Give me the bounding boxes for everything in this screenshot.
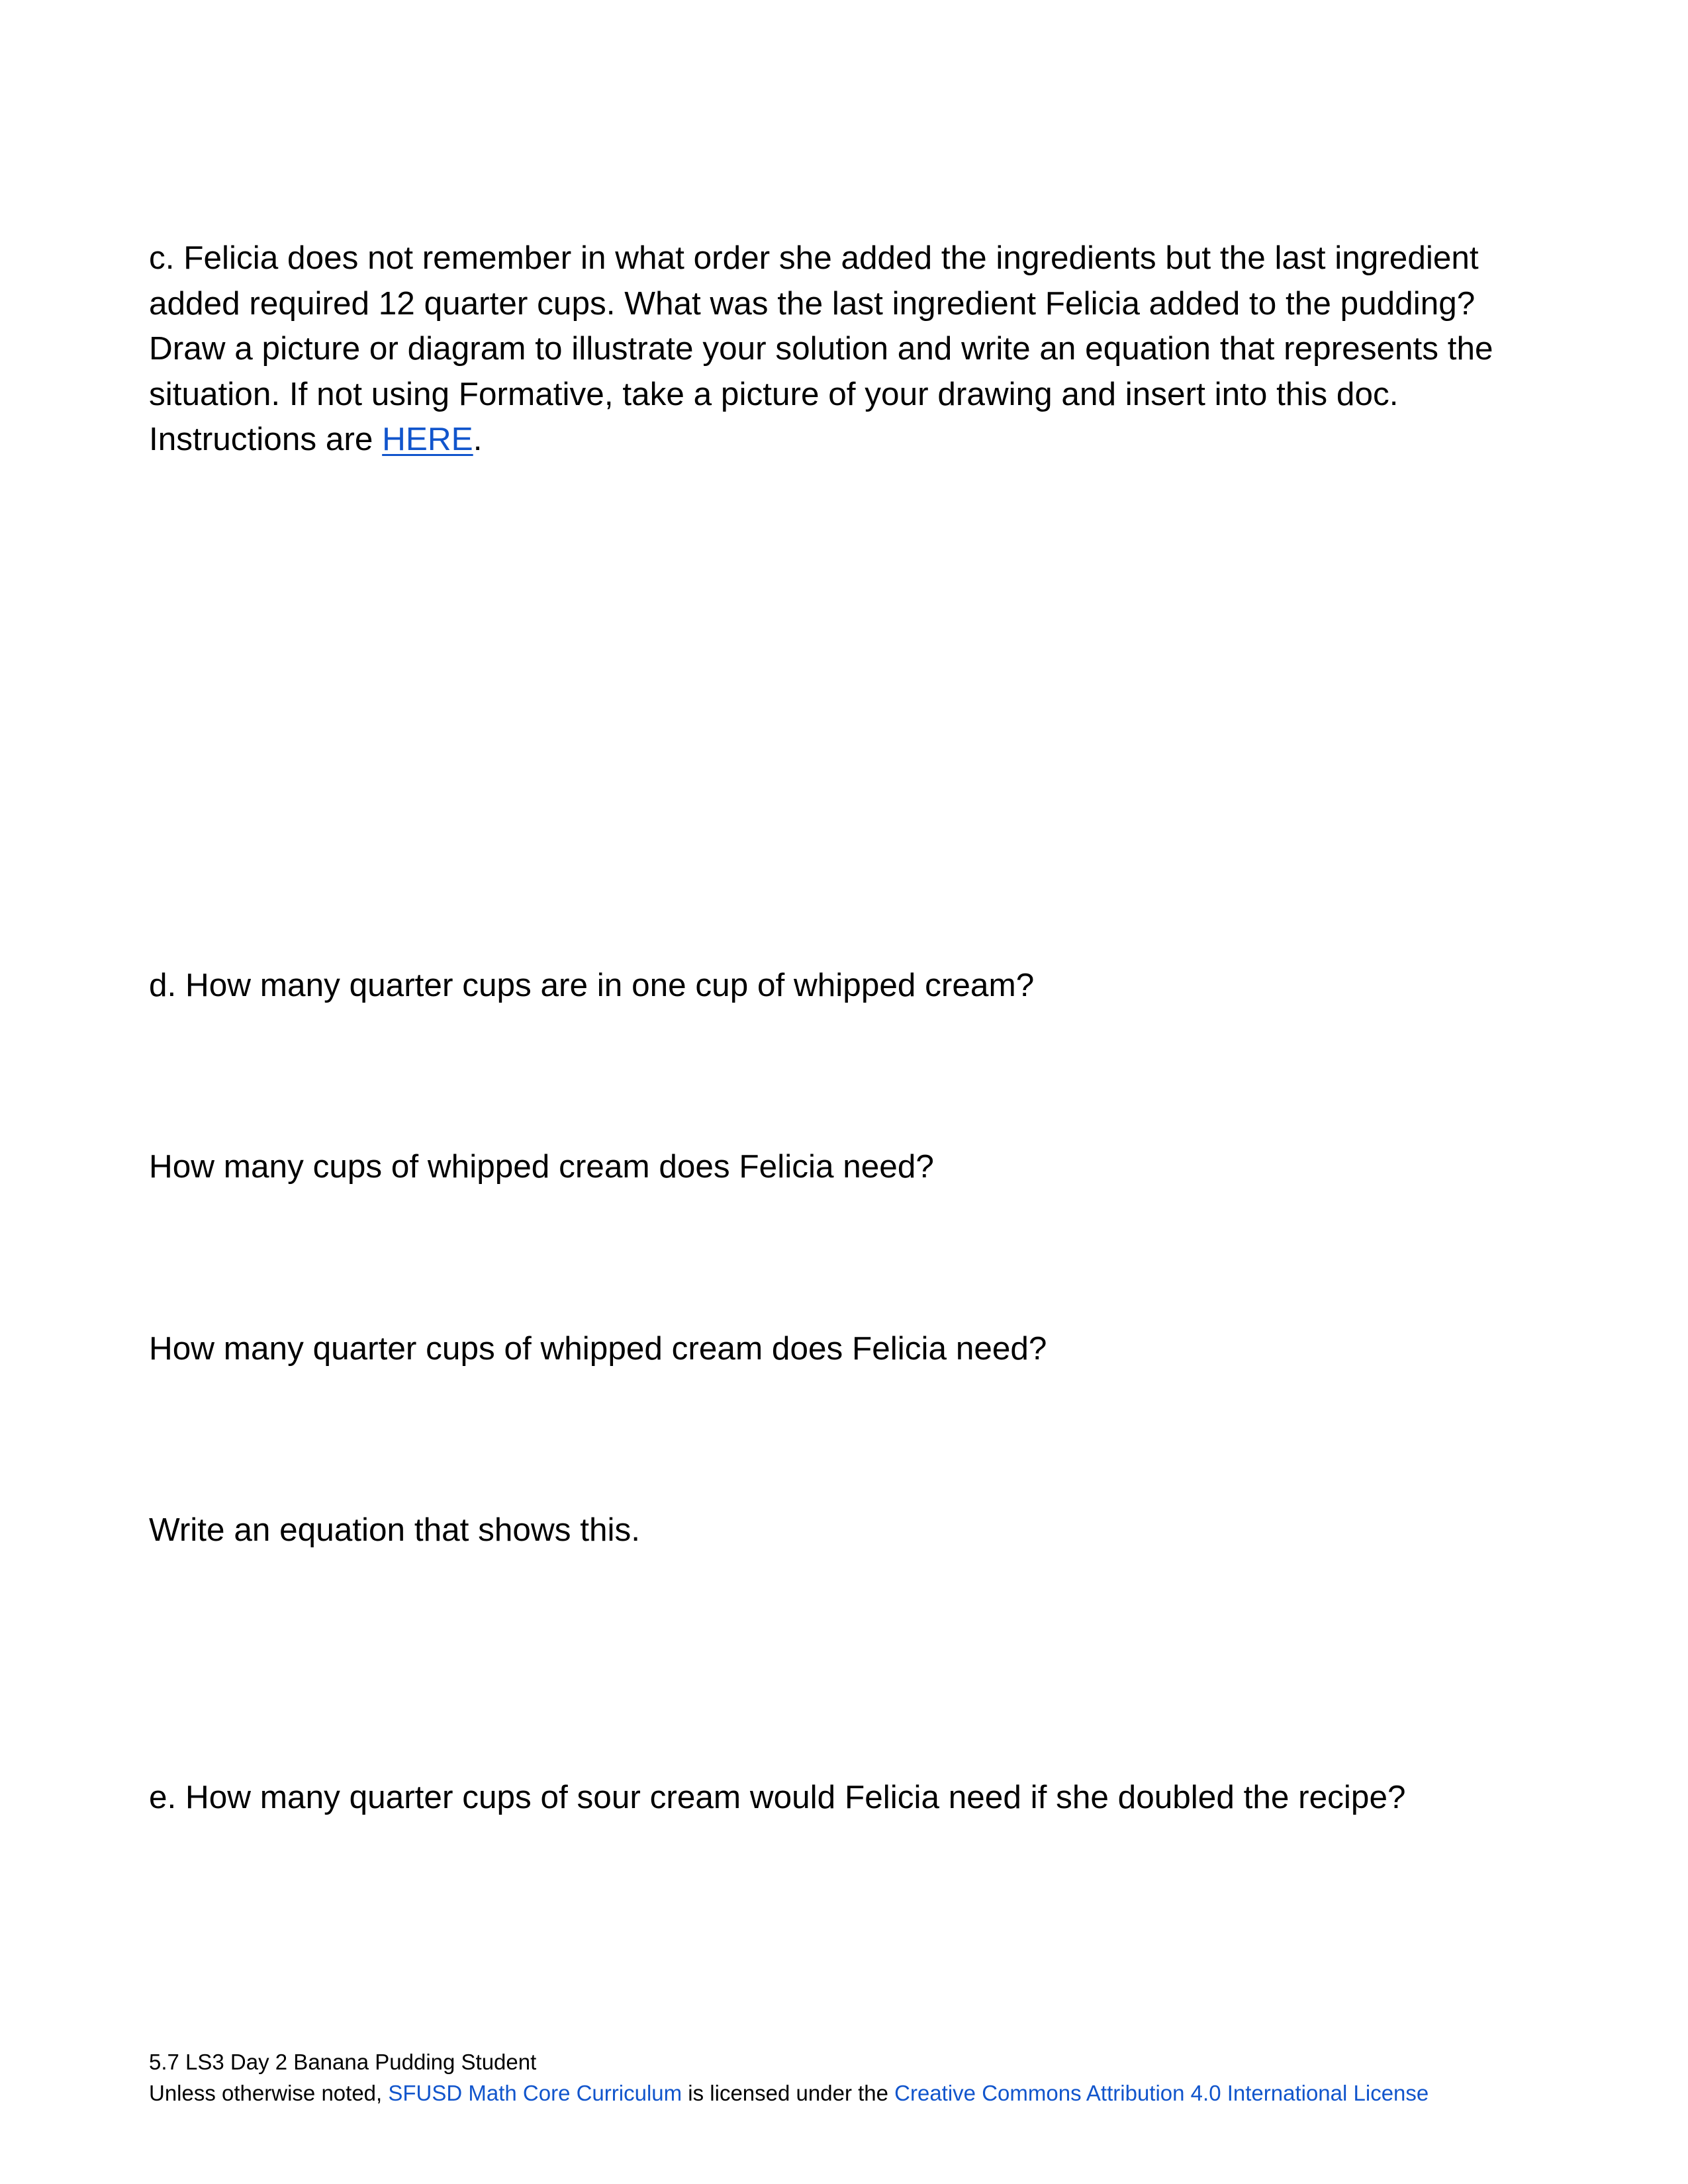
footer-title: 5.7 LS3 Day 2 Banana Pudding Student bbox=[149, 2050, 537, 2074]
license-link[interactable]: Creative Commons Attribution 4.0 International License bbox=[894, 2081, 1429, 2105]
instructions-link[interactable]: HERE bbox=[382, 421, 473, 457]
question-d-quarter-cups: How many quarter cups of whipped cream does Felicia need? bbox=[149, 1330, 1047, 1367]
curriculum-link[interactable]: SFUSD Math Core Curriculum bbox=[388, 2081, 682, 2105]
question-d-cups: How many cups of whipped cream does Felicia need? bbox=[149, 1148, 934, 1185]
license-middle: is licensed under the bbox=[682, 2081, 895, 2105]
question-d: d. How many quarter cups are in one cup of whipped cream? bbox=[149, 967, 1035, 1003]
question-c-end: . bbox=[473, 421, 483, 457]
license-prefix: Unless otherwise noted, bbox=[149, 2081, 389, 2105]
footer-license bbox=[149, 2077, 1429, 2109]
question-c-text: c. Felicia does not remember in what order she added the ingredients but the last ingredient added required 12 quarter cups. What was the last ingredient Felicia added to the pudding? Draw a picture or diagram to illustrate your solution and write an equation that represents the situation. If not using Formative, take a picture of your drawing and insert into this doc. Instructions are bbox=[149, 240, 1493, 457]
question-e: e. How many quarter cups of sour cream would Felicia need if she doubled the recipe? bbox=[149, 1779, 1406, 1815]
page-footer bbox=[149, 2046, 1429, 2109]
question-d-equation: Write an equation that shows this. bbox=[149, 1512, 640, 1548]
question-c bbox=[149, 236, 1552, 463]
